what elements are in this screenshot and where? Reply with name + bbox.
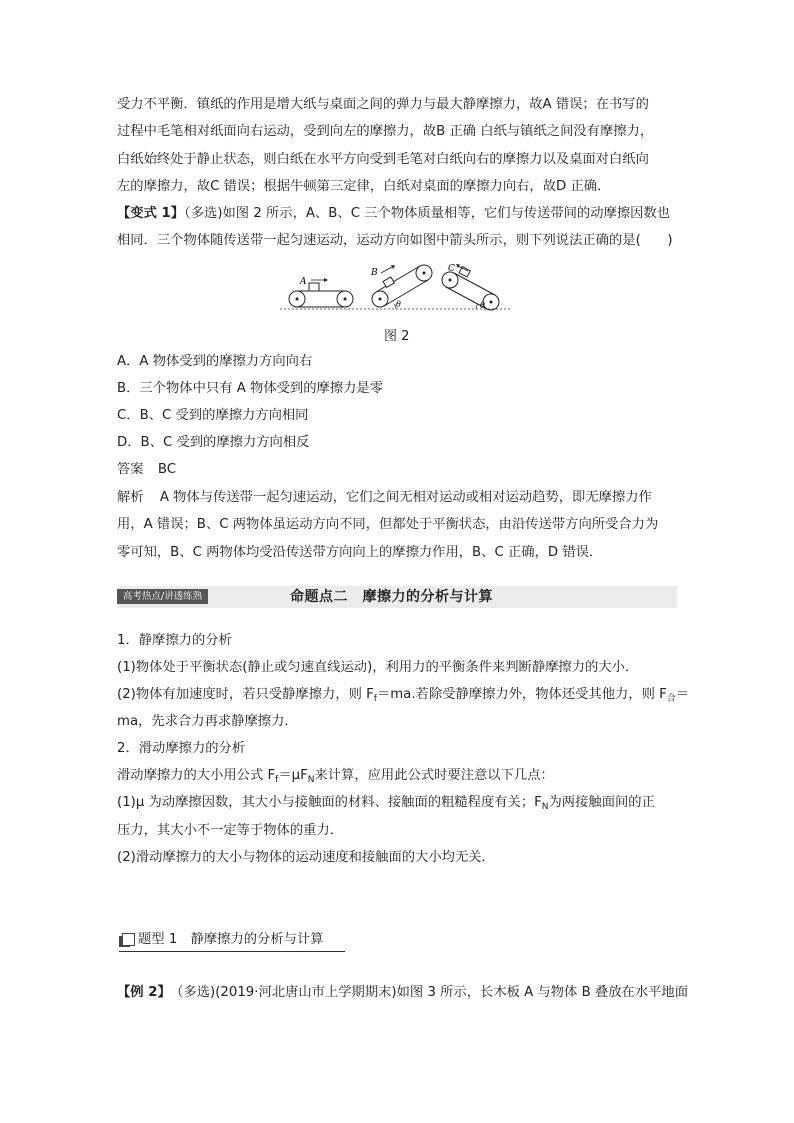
example-line [117,983,688,1003]
analysis-line [117,488,652,508]
heading-square-icon [119,936,130,947]
analysis-line: 零可知，B、C 两物体均受沿传送带方向向上的摩擦力作用，B、C 正确，D 错误． [117,545,603,560]
text-segment: (2)物体有加速度时，若只受静摩擦力，则 F [117,687,374,702]
subscript: f [373,694,377,704]
text-segment: ＝ [675,687,690,702]
section-tag: 高考热点/讲透练熟 [117,589,208,604]
heading-text: 题型 1 静摩擦力的分析与计算 [138,932,324,947]
belt-a [289,278,353,307]
figure-caption: 图 2 [384,329,410,344]
content-heading: 2．滑动摩擦力的分析 [117,741,246,756]
text-segment: 来计算，应用此公式时要注意以下几点： [314,768,554,783]
subscript: N [541,802,549,812]
label-b: B [371,268,378,278]
conveyor-diagram [280,262,520,324]
paragraph-line: 左的摩擦力，故C 错误；根据牛顿第三定律，白纸对桌面的摩擦力向右，故D 正确． [117,179,611,194]
subscript: 合 [666,694,676,704]
text-segment: 为两接触面间的正 [548,795,655,810]
option-d: D．B、C 受到的摩擦力方向相反 [117,435,310,450]
paragraph-line: 受力不平衡．镇纸的作用是增大纸与桌面之间的弹力与最大静摩擦力，故A 错误；在书写的 [117,97,649,112]
content-line [117,685,689,709]
belt-b [372,265,432,309]
theta-c: θ [480,301,485,310]
text-segment: ＝μF [278,768,308,783]
answer-line [117,460,176,480]
content-heading: 1．静摩擦力的分析 [117,633,232,648]
answer-label: 答案 [117,462,144,477]
answer-value: BC [157,462,177,477]
variant-tag: 【变式 1】 [117,206,185,221]
text-segment: ＝ma.若除受静摩擦力外，物体还受其他力，则 F [376,687,667,702]
content-line: (1)物体处于平衡状态(静止或匀速直线运动)，利用力的平衡条件来判断静摩擦力的大小． [117,660,639,675]
theta-b: θ [396,300,401,309]
content-line: 压力，其大小不一定等于物体的重力． [117,823,344,838]
paragraph-line: 过程中毛笔相对纸面向右运动，受到向左的摩擦力，故B 正确 白纸与镇纸之间没有摩擦力， [117,124,654,139]
text-segment: (1)μ 为动摩擦因数，其大小与接触面的材料、接触面的粗糙程度有关；F [117,795,542,810]
analysis-line: 用，A 错误；B、C 两物体虽运动方向不同，但都处于平衡状态，由沿传送带方向所受合力为 [117,517,659,532]
variant-question-line [117,204,670,224]
subscript: f [275,775,279,785]
block-a [309,283,319,291]
block-b [383,277,394,288]
question-type-heading [119,929,345,952]
text-segment: 滑动摩擦力的大小用公式 F [117,768,276,783]
option-c: C．B、C 受到的摩擦力方向相同 [117,408,309,423]
option-b: B．三个物体中只有 A 物体受到的摩擦力是零 [117,381,384,396]
paragraph-line: 白纸始终处于静止状态，则白纸在水平方向受到毛笔对白纸向右的摩擦力以及桌面对白纸向 [117,152,649,167]
section-title: 命题点二 摩擦力的分析与计算 [290,589,493,605]
variant-text: （多选)如图 2 所示，A、B、C 三个物体质量相等，它们与传送带间的动摩擦因数也 [184,206,671,221]
block-c [459,267,470,277]
label-a: A [300,277,307,287]
section-header [117,586,677,608]
label-c: C [448,264,455,274]
content-line [117,766,554,790]
content-line: (2)滑动摩擦力的大小与物体的运动速度和接触面的大小均无关． [117,850,495,865]
variant-question-line: 相同．三个物体随传送带一起匀速运动，运动方向如图中箭头所示，则下列说法正确的是( ) [117,233,673,248]
subscript: N [307,775,315,785]
content-line [117,793,655,817]
analysis-text: A 物体与传送带一起匀速运动，它们之间无相对运动或相对运动趋势，即无摩擦力作 [159,490,652,505]
example-text: （多选)(2019·河北唐山市上学期期末)如图 3 所示，长木板 A 与物体 B 叠放在水平地面 [176,985,689,1000]
option-a: A．A 物体受到的摩擦力方向向右 [117,354,313,369]
figure-conveyor-belts [280,262,520,328]
arrow-b [381,267,392,273]
analysis-label: 解析 [117,490,144,505]
content-line: ma，先求合力再求静摩擦力． [117,714,298,729]
example-tag: 【例 2】 [117,985,171,1000]
